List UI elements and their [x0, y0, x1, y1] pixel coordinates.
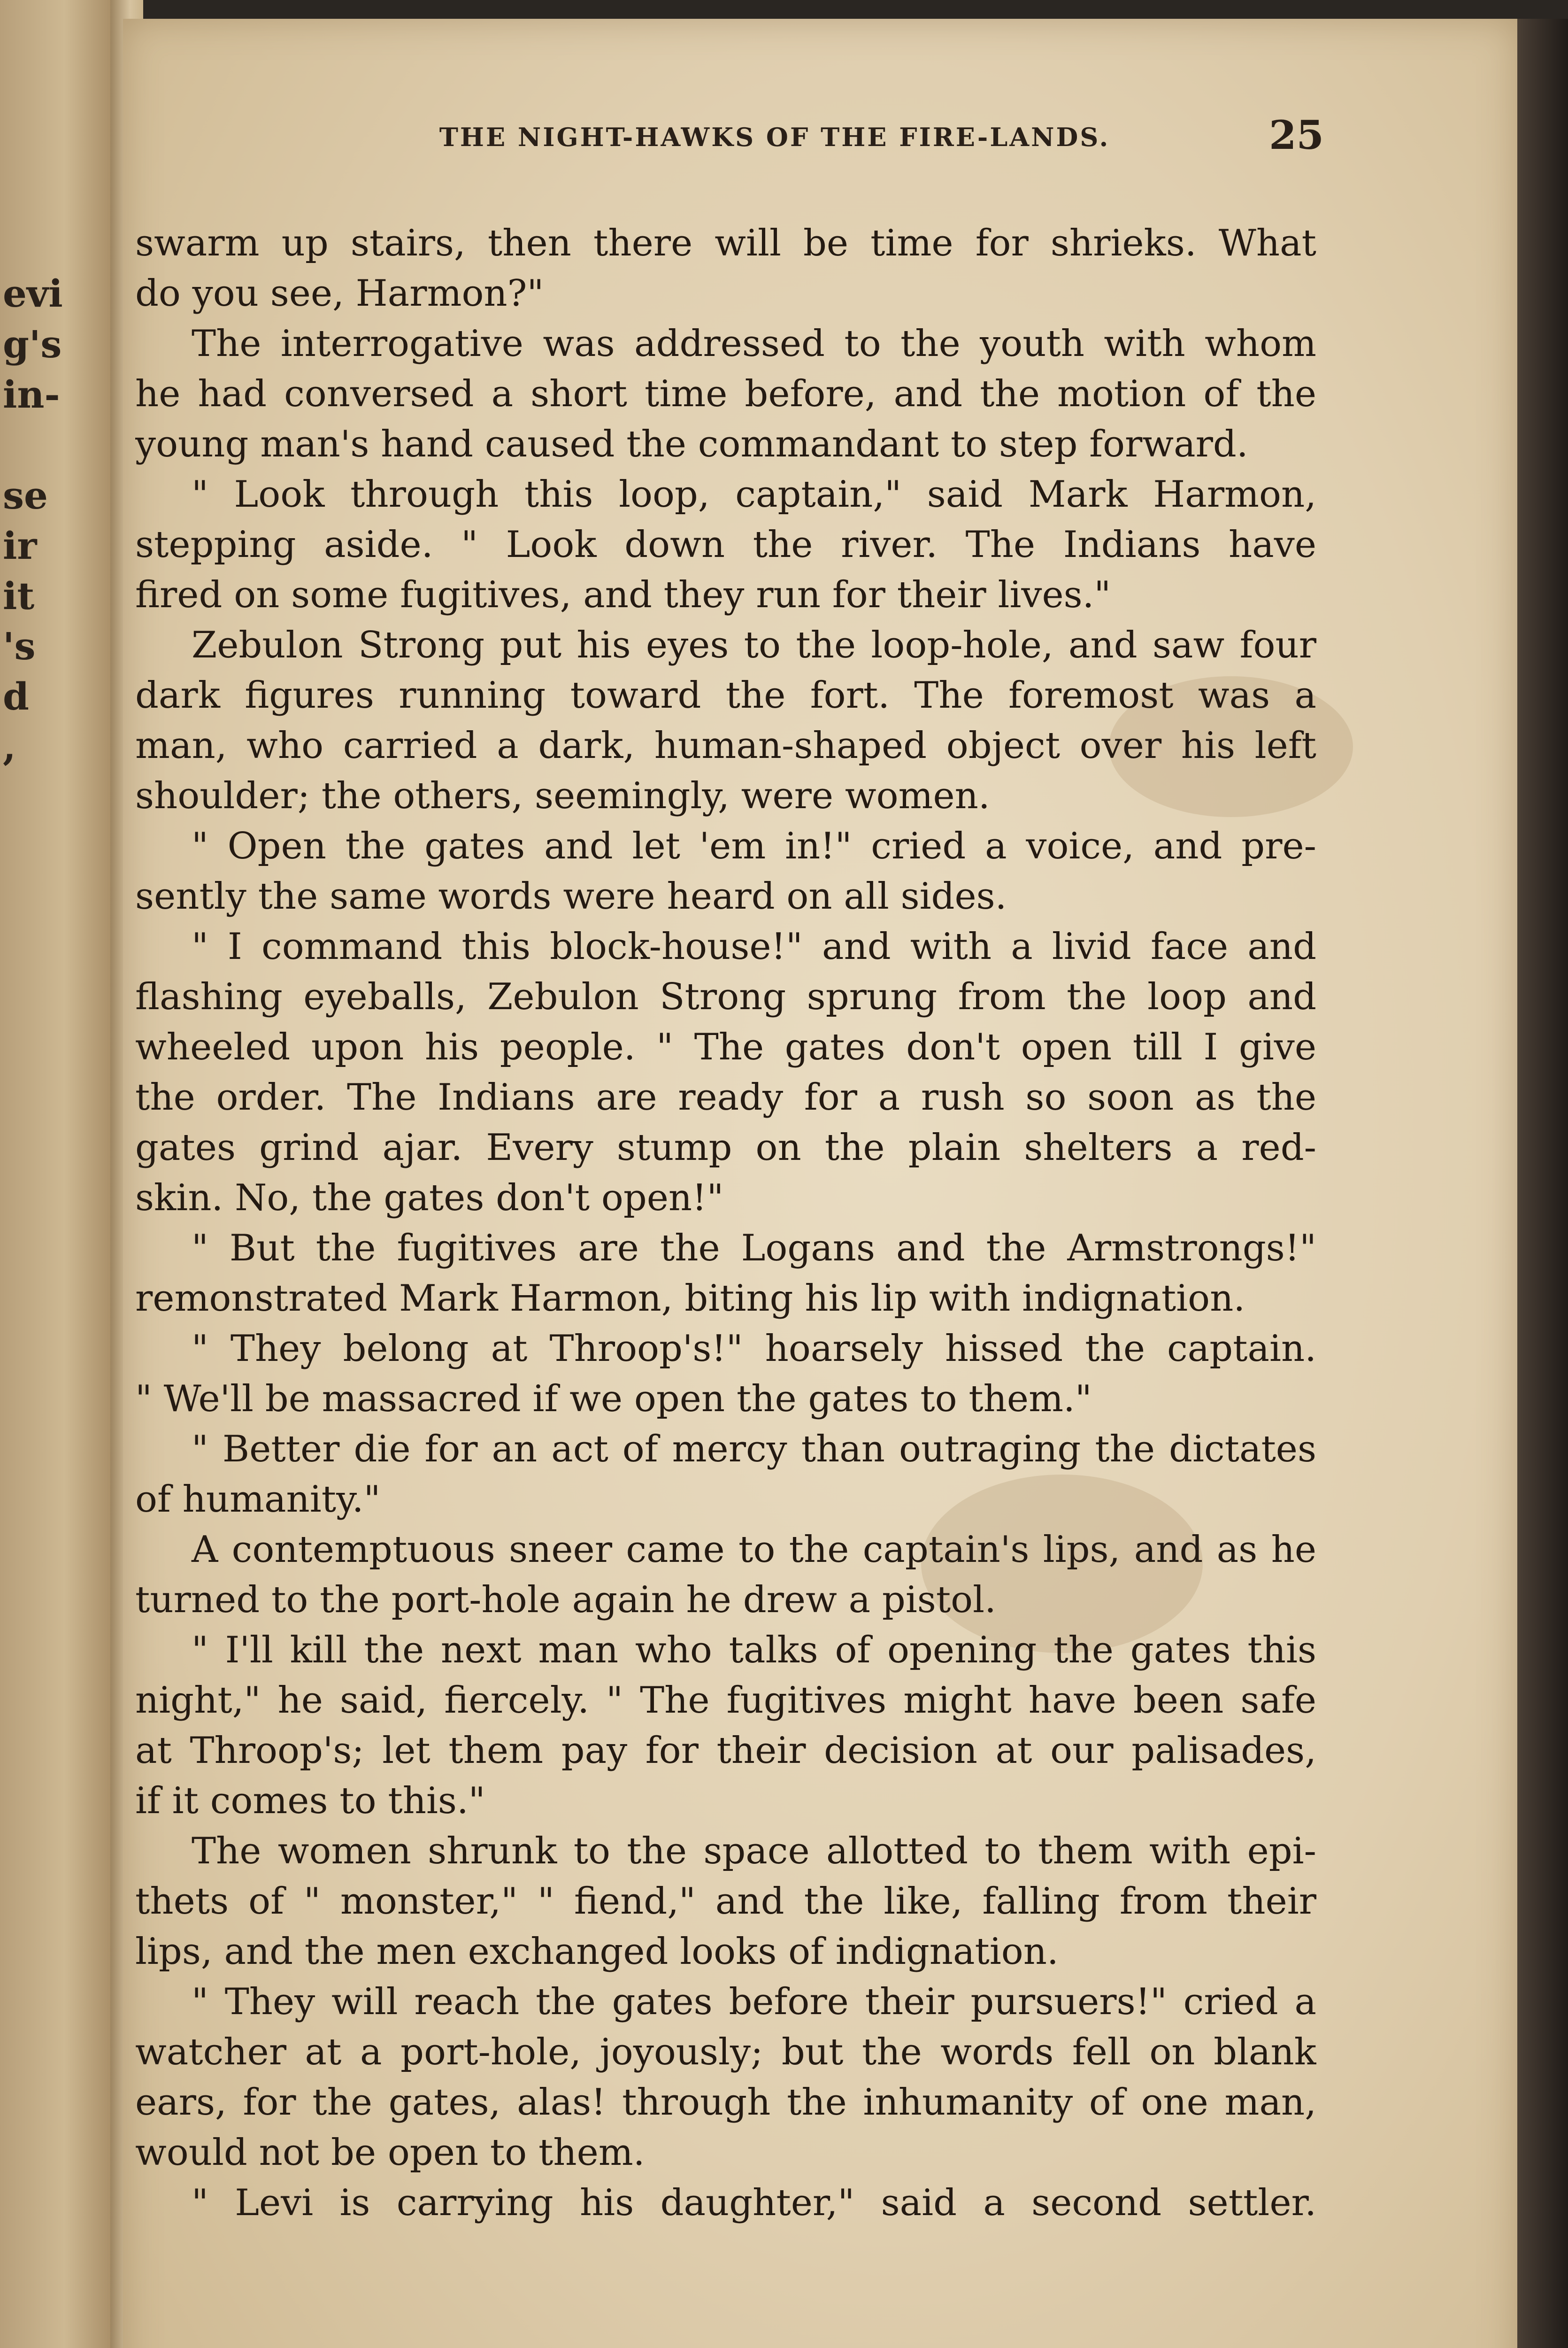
- text-line: if it comes to this.": [135, 1780, 485, 1822]
- text-line: The interrogative was addressed to the youth with whom: [192, 323, 1316, 365]
- text-line: A contemptuous sneer came to the captain's lips, and as he: [192, 1529, 1316, 1571]
- text-line: flashing eyeballs, Zebulon Strong sprung from the loop and: [135, 976, 1316, 1018]
- text-line: " They will reach the gates before their pursuers!" cried a: [192, 1981, 1316, 2023]
- left-page-fragment: ,: [3, 725, 16, 769]
- left-page-fragment: se: [3, 473, 48, 517]
- text-line: sently the same words were heard on all sides.: [135, 875, 1007, 918]
- left-page-fragment: in-: [3, 372, 60, 417]
- left-page-fragment: evi: [3, 271, 63, 316]
- left-page-edge: [0, 0, 117, 2348]
- text-line: skin. No, the gates don't open!": [135, 1177, 724, 1219]
- text-line: of humanity.": [135, 1478, 381, 1521]
- text-line: remonstrated Mark Harmon, biting his lip with indignation.: [135, 1277, 1245, 1320]
- text-line: young man's hand caused the commandant to step forward.: [135, 423, 1248, 465]
- text-line: do you see, Harmon?": [135, 272, 544, 315]
- page-right-edge: [1517, 19, 1568, 2348]
- text-line: thets of " monster," " fiend," and the like, falling from their: [135, 1880, 1316, 1923]
- left-page-fragment: ir: [3, 524, 37, 568]
- text-line: wheeled upon his people. " The gates don't open till I give: [135, 1026, 1316, 1068]
- left-page-fragment: it: [3, 574, 35, 618]
- text-line: man, who carried a dark, human-shaped object over his left: [135, 725, 1316, 767]
- text-line: Zebulon Strong put his eyes to the loop-hole, and saw four: [192, 624, 1316, 666]
- left-page-fragment: 's: [3, 624, 36, 668]
- text-line: " Better die for an act of mercy than outraging the dictates: [192, 1428, 1316, 1470]
- page-number: 25: [1269, 112, 1324, 158]
- text-line: " Look through this loop, captain," said Mark Harmon,: [192, 473, 1316, 516]
- text-line: ears, for the gates, alas! through the inhumanity of one man,: [135, 2081, 1316, 2124]
- text-line: " I command this block-house!" and with a livid face and: [192, 926, 1316, 968]
- text-line: dark figures running toward the fort. The foremost was a: [135, 674, 1316, 717]
- text-line: watcher at a port-hole, joyously; but the words fell on blank: [135, 2031, 1316, 2073]
- text-line: he had conversed a short time before, and the motion of the: [135, 373, 1316, 415]
- text-line: at Throop's; let them pay for their decision at our palisades,: [135, 1730, 1316, 1772]
- text-line: would not be open to them.: [135, 2132, 645, 2174]
- text-line: swarm up stairs, then there will be time for shrieks. What: [135, 222, 1316, 264]
- text-line: shoulder; the others, seemingly, were women.: [135, 775, 990, 817]
- text-line: gates grind ajar. Every stump on the plain shelters a red-: [135, 1127, 1316, 1169]
- text-line: " We'll be massacred if we open the gates to them.": [135, 1378, 1092, 1420]
- text-line: " But the fugitives are the Logans and the Armstrongs!": [192, 1227, 1316, 1269]
- text-line: " I'll kill the next man who talks of opening the gates this: [192, 1629, 1316, 1671]
- text-line: turned to the port-hole again he drew a pistol.: [135, 1579, 996, 1621]
- body-text: [135, 218, 1316, 2228]
- text-line: " They belong at Throop's!" hoarsely hissed the captain.: [192, 1328, 1316, 1370]
- text-line: The women shrunk to the space allotted to them with epi-: [192, 1830, 1316, 1872]
- text-line: " Levi is carrying his daughter," said a second settler.: [192, 2182, 1316, 2224]
- text-line: stepping aside. " Look down the river. The Indians have: [135, 524, 1316, 566]
- left-page-fragment: g's: [3, 322, 62, 366]
- text-line: " Open the gates and let 'em in!" cried a voice, and pre-: [192, 825, 1316, 867]
- left-page-fragment: d: [3, 674, 29, 718]
- text-line: the order. The Indians are ready for a rush so soon as the: [135, 1076, 1316, 1119]
- text-line: night," he said, fiercely. " The fugitives might have been safe: [135, 1679, 1316, 1722]
- running-header: THE NIGHT-HAWKS OF THE FIRE-LANDS.: [439, 122, 1110, 152]
- text-line: fired on some fugitives, and they run for their lives.": [135, 574, 1111, 616]
- text-line: lips, and the men exchanged looks of indignation.: [135, 1931, 1059, 1973]
